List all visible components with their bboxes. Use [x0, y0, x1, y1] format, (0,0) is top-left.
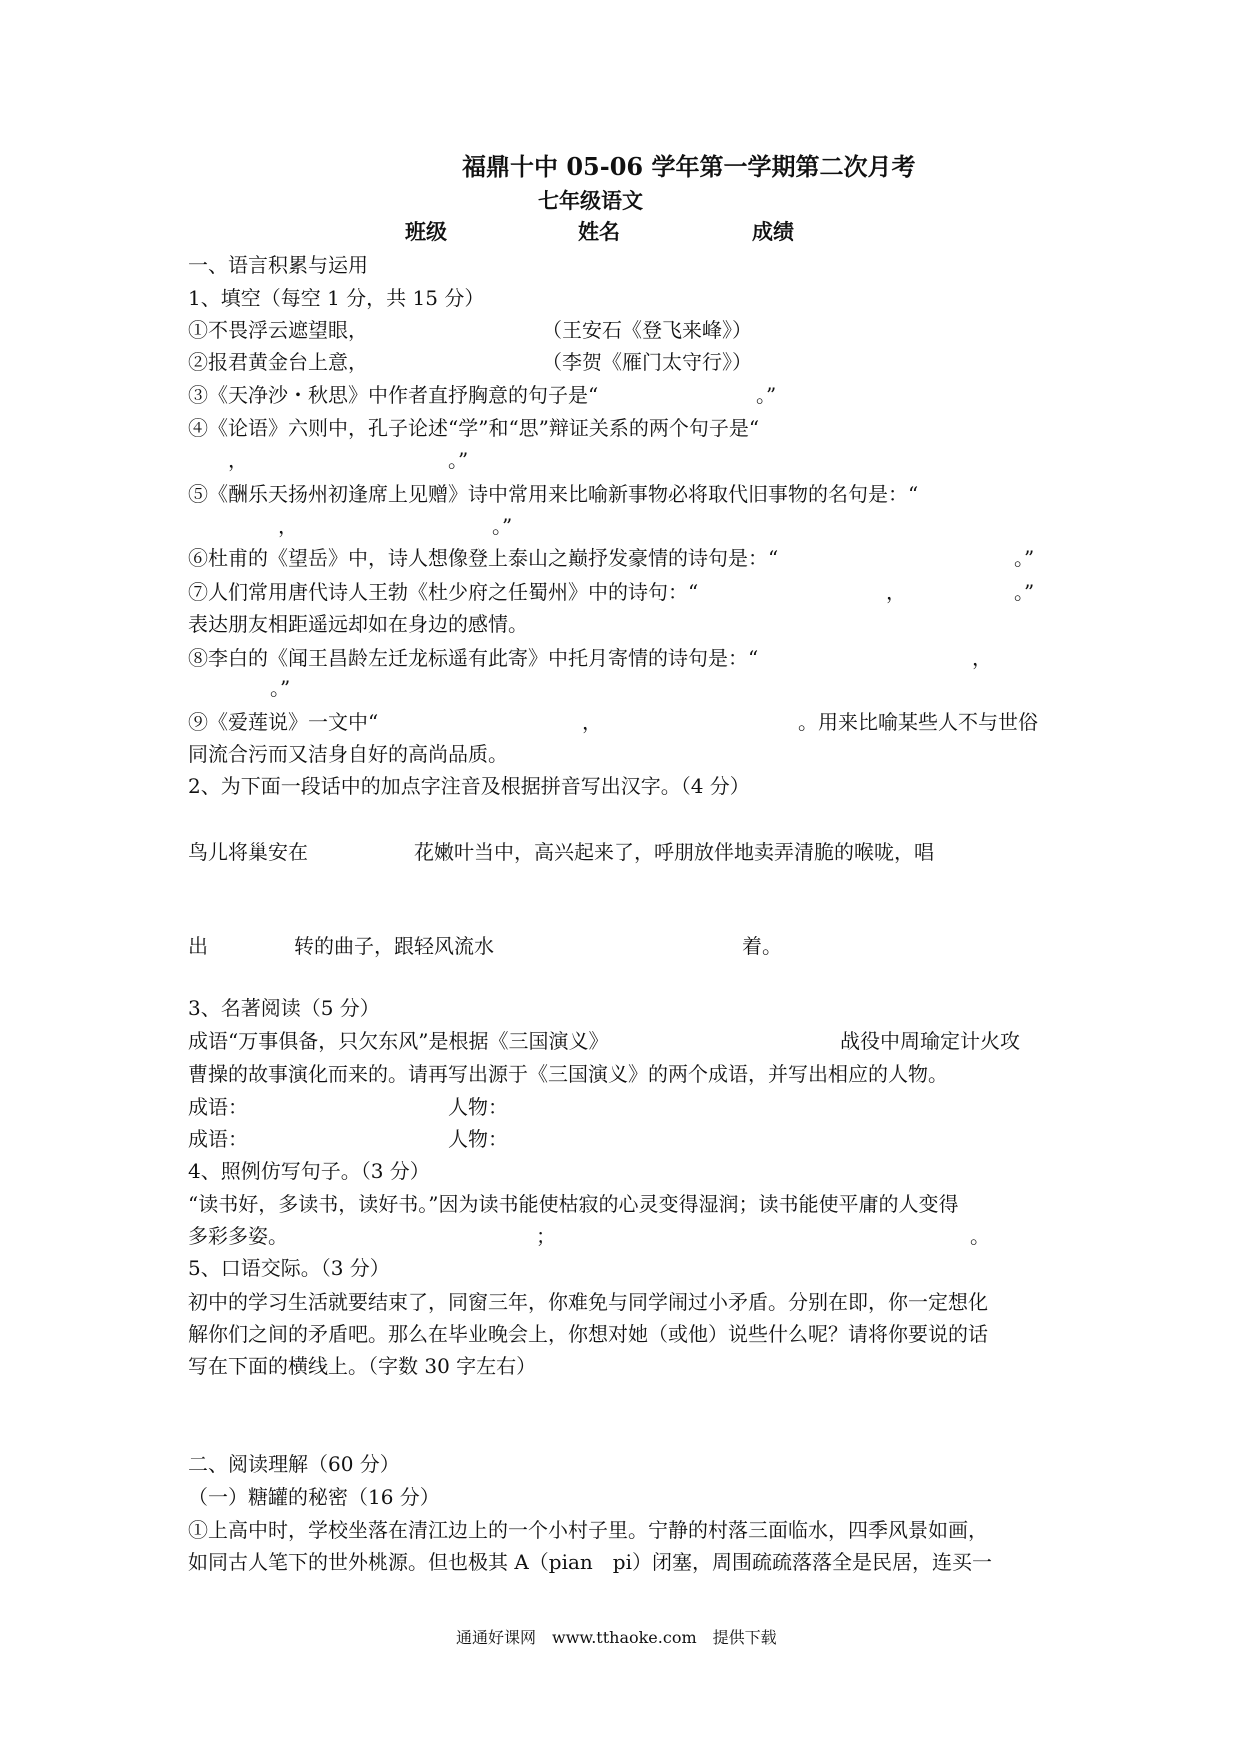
q1-item6-text: ⑥杜甫的《望岳》中，诗人想像登上泰山之巅抒发豪情的诗句是：“ — [188, 546, 779, 570]
q3-line2: 曹操的故事演化而来的。请再写出源于《三国演义》的两个成语，并写出相应的人物。 — [188, 1062, 948, 1086]
q1-item9-cont2: 同流合污而又洁身自好的高尚品质。 — [188, 742, 508, 766]
q1-item3-text: ③《天净沙・秋思》中作者直抒胸意的句子是“ — [188, 383, 599, 407]
name-field-label: 姓名 — [578, 219, 620, 244]
q1-item4-comma: ， — [228, 448, 248, 472]
q2-passage-start: 鸟儿将巢安在 — [188, 840, 308, 864]
section2-heading: 二、阅读理解（60 分） — [188, 1452, 400, 1476]
q3-heading: 3、名著阅读（5 分） — [188, 996, 380, 1020]
q5-line2: 解你们之间的矛盾吧。那么在毕业晚会上，你想对她（或他）说些什么呢？请将你要说的话 — [188, 1322, 988, 1346]
q4-line2-semicolon: ； — [536, 1224, 556, 1248]
q2-heading: 2、为下面一段话中的加点字注音及根据拼音写出汉字。（4 分） — [188, 774, 750, 798]
q1-item7-cont: 表达朋友相距遥远却如在身边的感情。 — [188, 612, 528, 636]
q1-item1-text: ①不畏浮云遮望眼， — [188, 318, 368, 342]
q1-item8-text: ⑧李白的《闻王昌龄左迁龙标遥有此寄》中托月寄情的诗句是：“ — [188, 646, 759, 670]
q5-heading: 5、口语交际。（3 分） — [188, 1256, 390, 1280]
q1-item7-end: 。” — [1014, 580, 1035, 604]
q1-item5-end: 。” — [492, 514, 513, 538]
section2-sub1: （一）糖罐的秘密（16 分） — [188, 1485, 440, 1509]
q2-passage-line2-start: 出 — [188, 934, 208, 958]
q1-item5-comma: ， — [278, 514, 298, 538]
q3-line1-end: 战役中周瑜定计火攻 — [840, 1029, 1020, 1053]
class-field-label: 班级 — [405, 219, 447, 244]
q4-line2-end: 。 — [970, 1224, 990, 1248]
q1-item5-text: ⑤《酬乐天扬州初逢席上见赠》诗中常用来比喻新事物必将取代旧事物的名句是：“ — [188, 482, 919, 506]
q1-item4-text: ④《论语》六则中，孔子论述“学”和“思”辩证关系的两个句子是“ — [188, 416, 760, 440]
q1-item2-source: （李贺《雁门太守行》） — [542, 350, 752, 374]
q3-person1-label: 人物： — [448, 1095, 508, 1119]
q1-item4-end: 。” — [448, 448, 469, 472]
exam-subtitle: 七年级语文 — [538, 188, 643, 213]
q1-item8-end: 。” — [270, 676, 291, 700]
q1-item9-comma: ， — [582, 710, 602, 734]
q2-passage-line1: 花嫩叶当中，高兴起来了，呼朋放伴地卖弄清脆的喉咙，唱 — [414, 840, 934, 864]
q2-passage-line2-mid: 转的曲子，跟轻风流水 — [294, 934, 494, 958]
q2-passage-line2-end: 着。 — [742, 934, 782, 958]
exam-title: 福鼎十中 05-06 学年第一学期第二次月考 — [462, 152, 916, 181]
footer-credit: 通通好课网 www.tthaoke.com 提供下载 — [456, 1628, 777, 1647]
q5-line1: 初中的学习生活就要结束了，同窗三年，你难免与同学闹过小矛盾。分别在即，你一定想化 — [188, 1290, 988, 1314]
q3-idiom1-label: 成语： — [188, 1095, 248, 1119]
q4-line1: “读书好，多读书，读好书。”因为读书能使枯寂的心灵变得湿润；读书能使平庸的人变得 — [188, 1192, 959, 1216]
q3-idiom2-label: 成语： — [188, 1127, 248, 1151]
q1-item2-text: ②报君黄金台上意， — [188, 350, 368, 374]
q1-item9-cont: 。用来比喻某些人不与世俗 — [798, 710, 1038, 734]
q1-heading: 1、填空（每空 1 分，共 15 分） — [188, 286, 485, 310]
q5-line3: 写在下面的横线上。（字数 30 字左右） — [188, 1354, 537, 1378]
score-field-label: 成绩 — [752, 219, 794, 244]
q1-item7-text: ⑦人们常用唐代诗人王勃《杜少府之任蜀州》中的诗句：“ — [188, 580, 699, 604]
section1-heading: 一、语言积累与运用 — [188, 253, 368, 277]
q1-item7-comma: ， — [886, 580, 906, 604]
q1-item8-comma: ， — [972, 646, 992, 670]
q4-line2-start: 多彩多姿。 — [188, 1224, 288, 1248]
q1-item3-end: 。” — [756, 383, 777, 407]
q3-person2-label: 人物： — [448, 1127, 508, 1151]
q1-item6-end: 。” — [1014, 546, 1035, 570]
q4-heading: 4、照例仿写句子。（3 分） — [188, 1159, 430, 1183]
q1-item9-text: ⑨《爱莲说》一文中“ — [188, 710, 379, 734]
section2-passage-line1: ①上高中时，学校坐落在清江边上的一个小村子里。宁静的村落三面临水，四季风景如画， — [188, 1518, 988, 1542]
section2-passage-line2: 如同古人笔下的世外桃源。但也极其 A（pian pi）闭塞，周围疏疏落落全是民居，连买一 — [188, 1550, 993, 1574]
q3-line1-start: 成语“万事俱备，只欠东风”是根据《三国演义》 — [188, 1029, 609, 1053]
q1-item1-source: （王安石《登飞来峰》） — [542, 318, 752, 342]
